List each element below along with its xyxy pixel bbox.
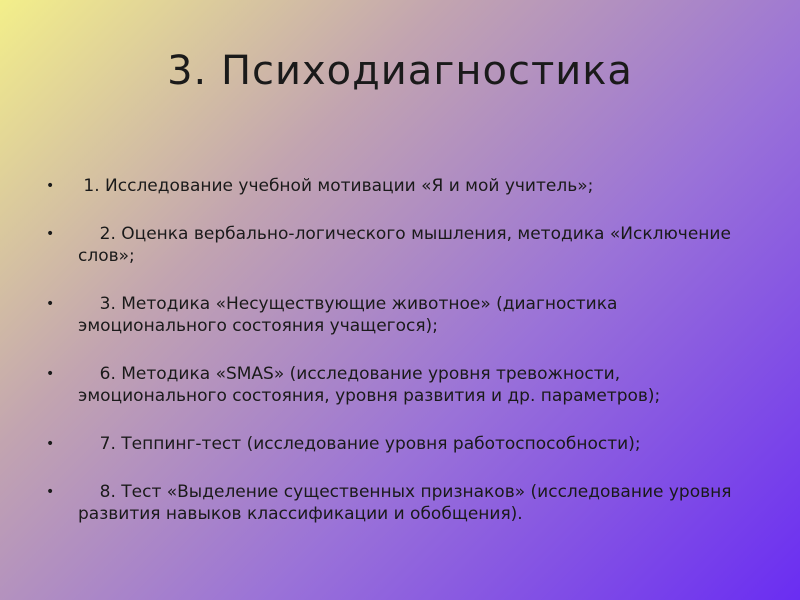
bullet-item — [46, 223, 766, 267]
bullet-item — [46, 433, 766, 455]
bullet-text: 8. Тест «Выделение существенных признаков» (исследование уровня развития навыков классификации и обобщения). — [78, 482, 737, 524]
bullet-dot-icon: • — [46, 436, 55, 452]
bullet-text: 1. Исследование учебной мотивации «Я и мой учитель»; — [78, 176, 594, 196]
bullet-text: 3. Методика «Несуществующие животное» (диагностика эмоционального состояния учащегося); — [78, 294, 623, 336]
slide-title: 3. Психодиагностика — [167, 48, 633, 94]
bullet-dot-icon: • — [46, 226, 55, 242]
bullet-dot-icon: • — [46, 296, 55, 312]
bullet-item — [46, 481, 766, 525]
bullet-dot-icon: • — [46, 484, 55, 500]
bullet-list — [46, 175, 766, 551]
bullet-item — [46, 293, 766, 337]
bullet-item — [46, 175, 766, 197]
bullet-item — [46, 363, 766, 407]
bullet-text: 6. Методика «SMAS» (исследование уровня тревожности, эмоционального состояния, уровня развития и др. параметров); — [78, 364, 661, 406]
bullet-dot-icon: • — [46, 366, 55, 382]
bullet-dot-icon: • — [46, 178, 55, 194]
bullet-text: 2. Оценка вербально-логического мышления, методика «Исключение слов»; — [78, 224, 737, 266]
bullet-text: 7. Теппинг-тест (исследование уровня работоспособности); — [78, 434, 641, 454]
